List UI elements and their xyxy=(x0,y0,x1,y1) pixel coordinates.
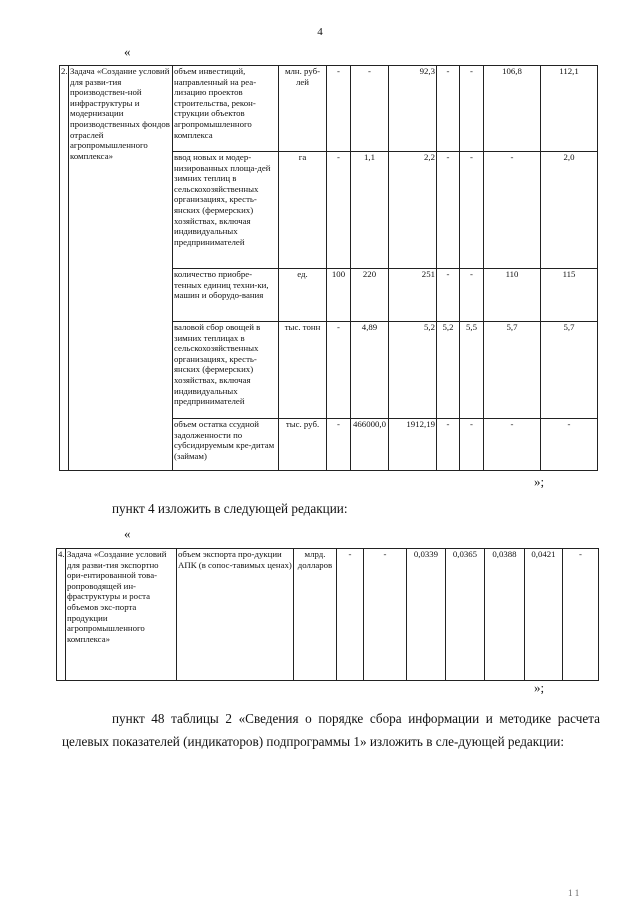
value-cell: 106,8 xyxy=(484,66,541,152)
closing-quote-2: »; xyxy=(534,680,545,695)
paragraph-item-4: пункт 4 изложить в следующей редакции: xyxy=(112,501,348,516)
value-cell: 466000,0 xyxy=(351,419,389,471)
value-cell: - xyxy=(337,549,364,681)
value-cell: 5,5 xyxy=(460,322,484,419)
table-row xyxy=(60,66,598,152)
value-cell: - xyxy=(541,419,598,471)
value-cell: - xyxy=(327,419,351,471)
value-cell: - xyxy=(460,269,484,322)
unit-cell: тыс. руб. xyxy=(279,419,327,471)
value-cell: 251 xyxy=(389,269,437,322)
value-cell: - xyxy=(460,152,484,269)
indicator-cell: объем инвестиций, направленный на реа-лизацию проектов строительства, рекон-струкции объектов агропромышленного комплекса xyxy=(173,66,279,152)
value-cell: - xyxy=(563,549,599,681)
indicator-cell: объем экспорта про-дукции АПК (в сопос-тавимых ценах) xyxy=(177,549,294,681)
opening-quote-2: « xyxy=(124,526,131,541)
indicator-cell: ввод новых и модер-низированных площа-дей зимних теплиц в сельскохозяйственных организациях, кресть-янских (фермерских) хозяйствах, включая индивидуальных предпринимателей xyxy=(173,152,279,269)
value-cell: - xyxy=(327,322,351,419)
value-cell: 220 xyxy=(351,269,389,322)
task-cell: Задача «Создание условий для разви-тия производствен-ной инфраструктуры и модернизации производственных фондов отраслей агропромышленного комплекса» xyxy=(69,66,173,471)
value-cell: 2,0 xyxy=(541,152,598,269)
value-cell: 112,1 xyxy=(541,66,598,152)
row-number: 4. xyxy=(57,549,66,681)
value-cell: - xyxy=(327,152,351,269)
value-cell: 0,0388 xyxy=(485,549,525,681)
indicators-table-task-2 xyxy=(59,65,598,471)
indicators-table-task-4 xyxy=(56,548,599,681)
closing-quote-1: »; xyxy=(534,474,545,489)
paragraph-item-48: пункт 48 таблицы 2 «Сведения о порядке сбора информации и методике расчета целевых показателей (индикаторов) подпрограммы 1» изложить в сле-дующей редакции: xyxy=(62,711,600,749)
value-cell: - xyxy=(484,419,541,471)
value-cell: 5,7 xyxy=(484,322,541,419)
value-cell: - xyxy=(437,269,460,322)
value-cell: 5,2 xyxy=(437,322,460,419)
unit-cell: ед. xyxy=(279,269,327,322)
unit-cell: млрд. долларов xyxy=(294,549,337,681)
value-cell: - xyxy=(484,152,541,269)
value-cell: - xyxy=(460,419,484,471)
value-cell: - xyxy=(437,419,460,471)
unit-cell: га xyxy=(279,152,327,269)
value-cell: 2,2 xyxy=(389,152,437,269)
footer-mark: 1 1 xyxy=(568,888,580,898)
page-number: 4 xyxy=(317,26,323,38)
value-cell: 0,0421 xyxy=(525,549,563,681)
value-cell: 110 xyxy=(484,269,541,322)
value-cell: 1,1 xyxy=(351,152,389,269)
value-cell: 5,2 xyxy=(389,322,437,419)
value-cell: 100 xyxy=(327,269,351,322)
value-cell: 4,89 xyxy=(351,322,389,419)
value-cell: - xyxy=(364,549,407,681)
value-cell: - xyxy=(351,66,389,152)
row-number: 2. xyxy=(60,66,69,471)
value-cell: 0,0339 xyxy=(407,549,446,681)
unit-cell: тыс. тонн xyxy=(279,322,327,419)
value-cell: 115 xyxy=(541,269,598,322)
value-cell: 92,3 xyxy=(389,66,437,152)
indicator-cell: объем остатка ссудной задолженности по субсидируемым кре-дитам (займам) xyxy=(173,419,279,471)
table-row xyxy=(57,549,599,681)
value-cell: - xyxy=(327,66,351,152)
value-cell: - xyxy=(437,66,460,152)
indicator-cell: валовой сбор овощей в зимних теплицах в сельскохозяйственных организациях, кресть-янских (фермерских) хозяйствах, включая индивидуальных предпринимателей xyxy=(173,322,279,419)
opening-quote-1: « xyxy=(124,44,131,59)
value-cell: 5,7 xyxy=(541,322,598,419)
value-cell: 0,0365 xyxy=(446,549,485,681)
unit-cell: млн. руб-лей xyxy=(279,66,327,152)
indicator-cell: количество приобре-тенных единиц техни-ки, машин и оборудо-вания xyxy=(173,269,279,322)
value-cell: - xyxy=(437,152,460,269)
task-cell: Задача «Создание условий для разви-тия экспортно ори-ентированной това-ропроводящей ин-фраструктуры и роста объемов экс-порта продукции агропромышленного комплекса» xyxy=(66,549,177,681)
value-cell: 1912,19 xyxy=(389,419,437,471)
value-cell: - xyxy=(460,66,484,152)
